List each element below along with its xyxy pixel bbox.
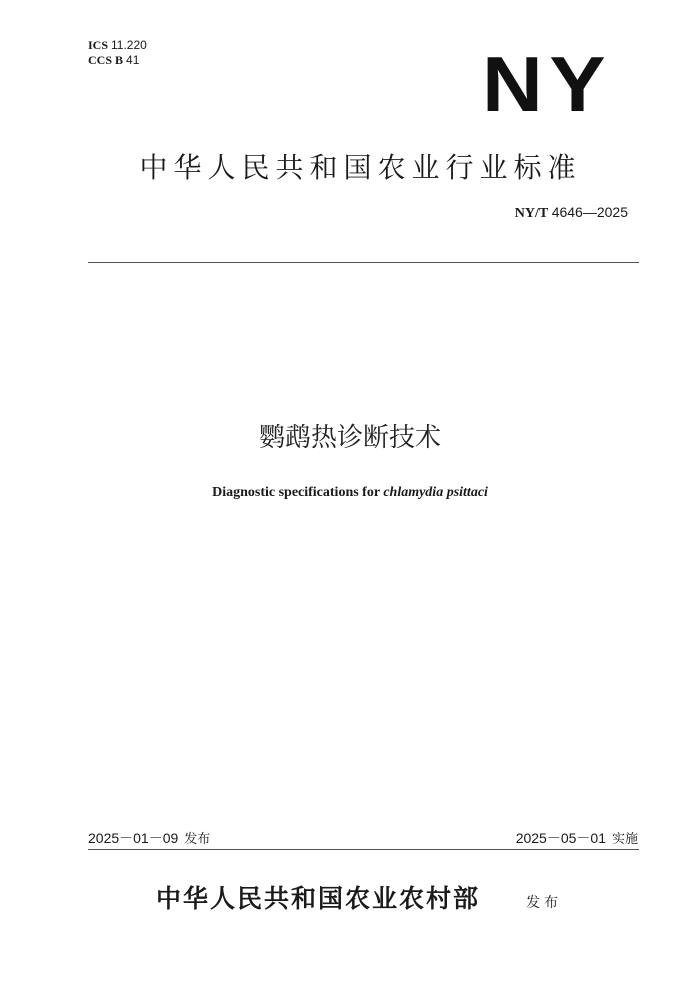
issue-label: 发布 [184, 832, 211, 847]
ics-label: ICS [88, 38, 109, 52]
issuing-authority: 中华人民共和国农业农村部 [156, 884, 481, 913]
classification-codes [88, 38, 147, 68]
effective-date: 2025－05－01 [515, 830, 606, 846]
standard-number-prefix: NY/T [514, 206, 549, 221]
issuing-suffix: 发布 [526, 895, 562, 911]
ics-code [88, 38, 147, 53]
document-title-chinese: 鹦鹉热诊断技术 [258, 423, 441, 453]
ics-value: 11.220 [111, 38, 147, 52]
top-divider [88, 262, 639, 263]
issue-date: 2025－01－09 [88, 830, 179, 846]
ccs-label: CCS B [88, 53, 124, 67]
title-en-italic: chlamydia psittaci [383, 485, 488, 500]
standard-number [515, 204, 628, 222]
bottom-divider [88, 849, 639, 850]
standard-number-value: 4646—2025 [551, 204, 628, 220]
effective-label: 实施 [611, 832, 638, 847]
effective-date-line [516, 828, 638, 848]
title-en-plain: Diagnostic specifications for [212, 485, 384, 500]
ccs-value: 41 [126, 53, 140, 67]
standard-category-title: 中华人民共和国农业行业标准 [139, 151, 582, 184]
ny-logo: NY [482, 40, 612, 128]
ccs-code [88, 53, 147, 68]
issue-date-line [88, 828, 210, 848]
document-title-english [0, 485, 700, 501]
